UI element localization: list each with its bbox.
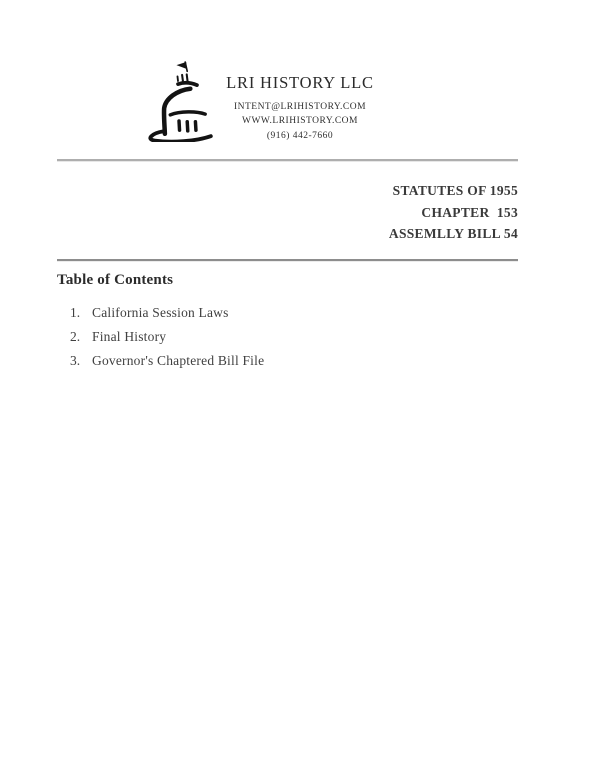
toc-item-label: Governor's Chaptered Bill File xyxy=(92,353,265,368)
statutes-line: STATUTES OF 1955 xyxy=(392,183,518,198)
toc-item xyxy=(70,352,264,376)
bill-line: ASSEMLLY BILL 54 xyxy=(388,226,518,241)
toc-item-label: California Session Laws xyxy=(92,305,229,320)
toc-list xyxy=(70,304,264,376)
toc-item xyxy=(70,304,264,328)
toc-item-number: 2. xyxy=(70,329,81,344)
toc-item-number: 3. xyxy=(70,353,81,368)
horizontal-rule-top xyxy=(57,159,518,162)
document-info-block xyxy=(389,180,518,245)
toc-item-label: Final History xyxy=(92,329,167,344)
company-contact-block xyxy=(185,73,415,143)
chapter-line: CHAPTER 153 xyxy=(421,204,518,220)
toc-item-number: 1. xyxy=(70,305,81,320)
toc-title: Table of Contents xyxy=(57,272,174,288)
company-website: WWW.LRIHISTORY.COM xyxy=(242,116,358,127)
toc-item xyxy=(70,328,264,352)
company-phone: (916) 442-7660 xyxy=(266,130,334,141)
company-name: LRI HISTORY LLC xyxy=(226,73,374,92)
company-email: INTENT@LRIHISTORY.COM xyxy=(233,102,367,112)
horizontal-rule-bottom xyxy=(57,259,518,262)
